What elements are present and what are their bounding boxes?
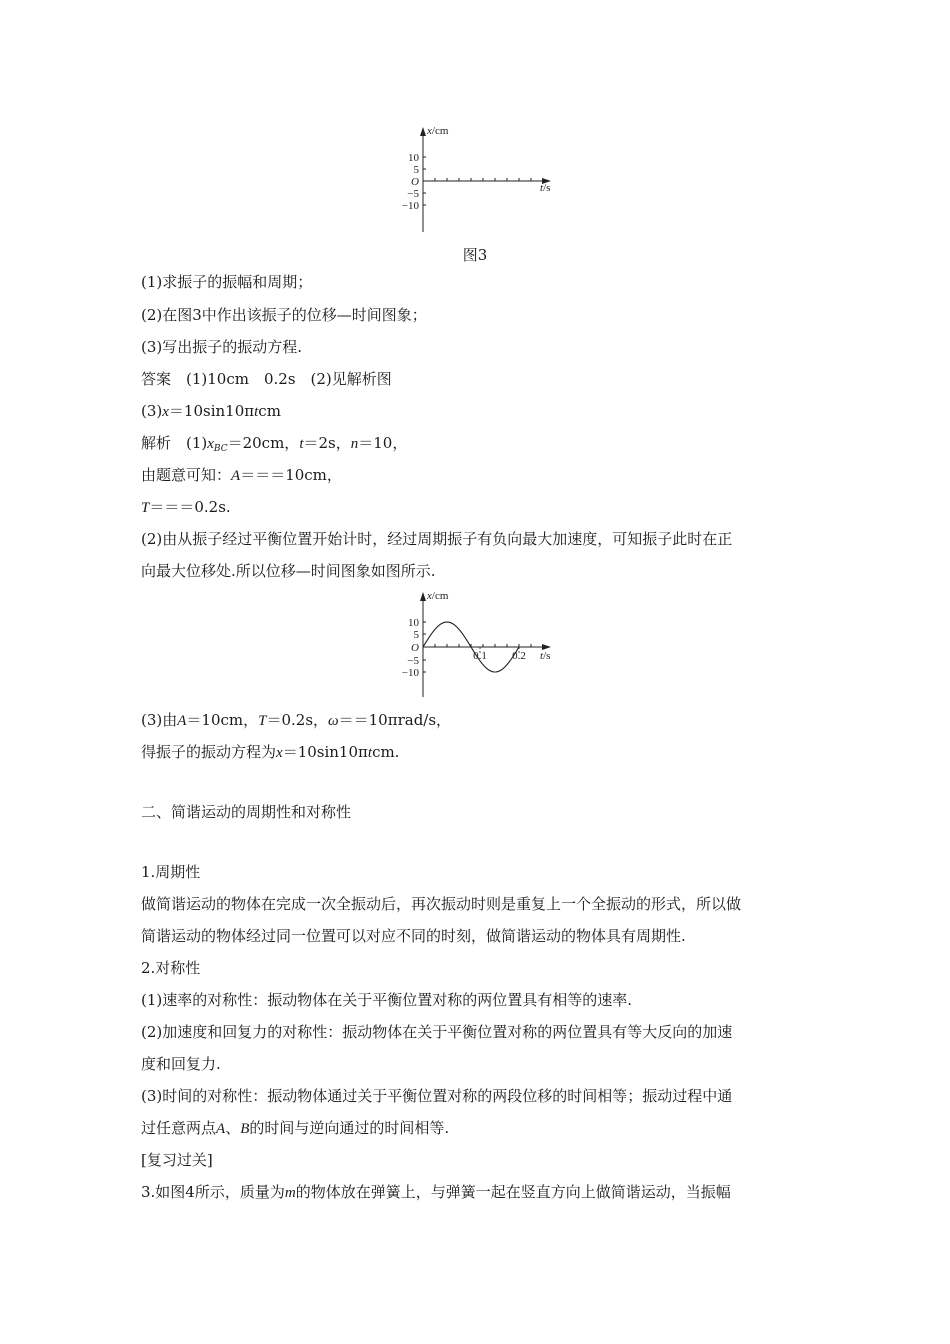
y-axis-label: x/cm xyxy=(427,125,449,137)
symmetry-time-2: 过任意两点A、B的时间与逆向通过的时间相等. xyxy=(141,1119,450,1137)
chart-y-tick-neg5: −5 xyxy=(407,655,419,667)
figure-3-caption: 图3 xyxy=(462,246,488,264)
chart-y-tick-5: 5 xyxy=(413,629,419,641)
answer-line-2: (3)x＝10sin10πtcm xyxy=(141,402,281,420)
chart-x-tick-0.2: 0.2 xyxy=(512,650,526,662)
analysis-line-7: 得振子的振动方程为x＝10sin10πtcm. xyxy=(141,743,400,761)
symmetry-speed: (1)速率的对称性：振动物体在关于平衡位置对称的两位置具有相等的速率. xyxy=(141,991,633,1009)
y-tick-5: 5 xyxy=(413,164,419,176)
origin-label: O xyxy=(411,176,419,188)
x-axis-label: t/s xyxy=(540,182,551,194)
displacement-time-graph xyxy=(390,587,570,699)
question-1: (1)求振子的振幅和周期； xyxy=(141,273,313,291)
y-tick-neg10: −10 xyxy=(401,200,419,212)
y-tick-neg5: −5 xyxy=(407,188,419,200)
chart-y-tick-10: 10 xyxy=(408,617,419,629)
y-axis-arrow xyxy=(420,127,426,136)
chart-x-axis-label: t/s xyxy=(540,650,551,662)
section-2-title: 二、简谐运动的周期性和对称性 xyxy=(141,803,352,821)
analysis-line-3: T＝＝＝0.2s. xyxy=(141,498,231,516)
answer-line-1: 答案 (1)10cm 0.2s (2)见解析图 xyxy=(141,370,392,388)
chart-y-tick-neg10: −10 xyxy=(401,667,419,679)
analysis-line-5: 向最大位移处.所以位移—时间图象如图所示. xyxy=(141,562,436,580)
chart-y-axis-label: x/cm xyxy=(427,590,449,602)
symmetry-acceleration-1: (2)加速度和回复力的对称性：振动物体在关于平衡位置对称的两位置具有等大反向的加速 xyxy=(141,1023,733,1041)
figure-3-empty-axes xyxy=(390,122,570,234)
question-3: (3)写出振子的振动方程. xyxy=(141,338,303,356)
question-2: (2)在图3中作出该振子的位移—时间图象； xyxy=(141,306,427,324)
question-3-stem: 3.如图4所示，质量为m的物体放在弹簧上，与弹簧一起在竖直方向上做简谐运动，当振幅 xyxy=(141,1183,731,1201)
analysis-line-6: (3)由A＝10cm，T＝0.2s，ω＝＝10πrad/s， xyxy=(141,711,452,729)
symmetry-acceleration-2: 度和回复力. xyxy=(141,1055,221,1073)
review-heading: [复习过关] xyxy=(141,1151,213,1169)
heading-periodicity: 1.周期性 xyxy=(141,863,201,881)
heading-symmetry: 2.对称性 xyxy=(141,959,201,977)
analysis-line-1: 解析 $(1)x_{BC}=20cm$，t＝2s，n＝10， xyxy=(141,434,408,454)
chart-x-tick-0.1: 0.1 xyxy=(473,650,487,662)
analysis-line-2: 由题意可知：A＝＝＝10cm， xyxy=(141,466,342,484)
symmetry-time-1: (3)时间的对称性：振动物体通过关于平衡位置对称的两段位移的时间相等；振动过程中通 xyxy=(141,1087,733,1105)
analysis-line-4: (2)由从振子经过平衡位置开始计时，经过周期振子有负向最大加速度，可知振子此时在正 xyxy=(141,530,733,548)
periodicity-text-2: 简谐运动的物体经过同一位置可以对应不同的时刻，做简谐运动的物体具有周期性. xyxy=(141,927,686,945)
periodicity-text-1: 做简谐运动的物体在完成一次全振动后，再次振动时则是重复上一个全振动的形式，所以做 xyxy=(141,895,742,913)
chart-y-axis-arrow xyxy=(420,592,426,601)
y-tick-10: 10 xyxy=(408,152,419,164)
chart-origin-label: O xyxy=(411,642,419,654)
